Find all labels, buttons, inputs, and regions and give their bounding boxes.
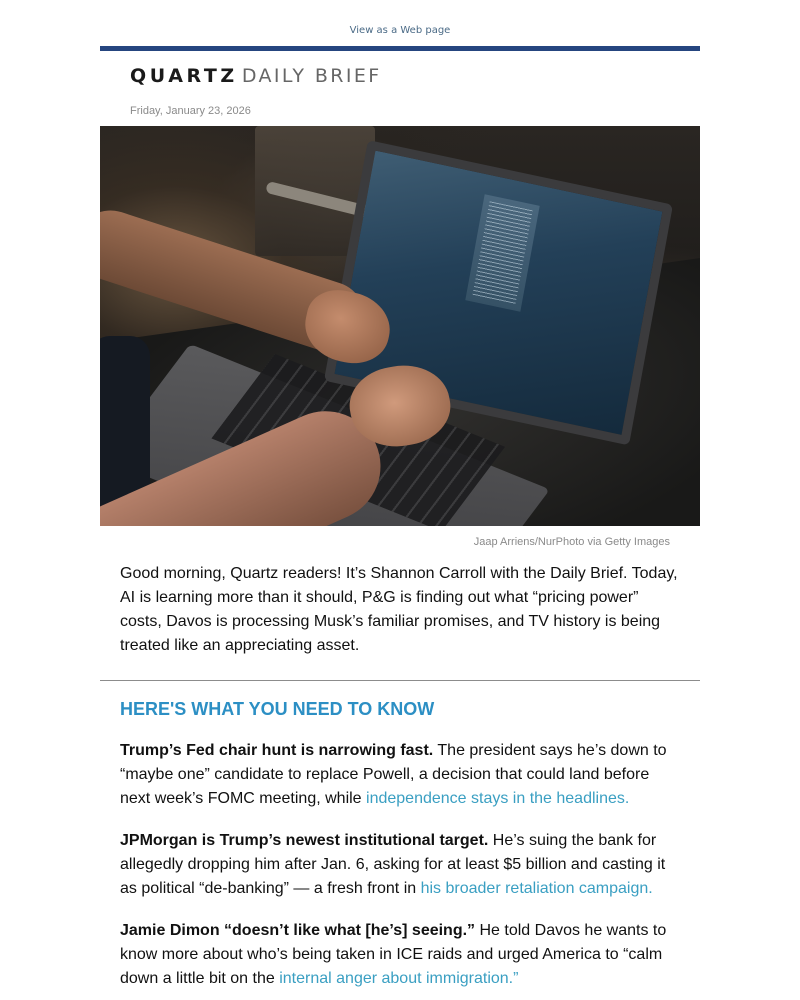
news-item: [120, 829, 680, 901]
news-item-headline: Trump’s Fed chair hunt is narrowing fast.: [120, 742, 434, 759]
photo-credit: [100, 526, 700, 550]
news-item-body: He’s suing the bank for allegedly dropping him after Jan. 6, asking for at least $5 billion and casting it as political “de-banking” — a fresh front in: [120, 832, 666, 897]
need-to-know-section: [100, 681, 700, 991]
news-item-headline: JPMorgan is Trump’s newest institutional target.: [120, 832, 489, 849]
news-item-link[interactable]: his broader retaliation campaign.: [420, 880, 653, 897]
dateline: [100, 97, 700, 125]
section-title: HERE'S WHAT YOU NEED TO KNOW: [120, 699, 435, 719]
news-item-headline: Jamie Dimon “doesn’t like what [he’s] seeing.”: [120, 922, 476, 939]
logo-daily-brief: DAILY BRIEF: [241, 65, 382, 87]
news-item-link[interactable]: internal anger about immigration.”: [279, 970, 519, 987]
news-item: [120, 919, 680, 991]
news-item-body: The president says he’s down to “maybe one” candidate to replace Powell, a decision that could land before next week’s FOMC meeting, while: [120, 742, 667, 807]
intro-paragraph: Good morning, Quartz readers! It’s Shannon Carroll with the Daily Brief. Today, AI is learning more than it should, P&G is finding out what “pricing power” costs, Davos is processing Musk’s familiar promises, and TV history is being treated like an appreciating asset.: [120, 565, 678, 654]
issue-date: Friday, January 23, 2026: [130, 105, 251, 117]
news-item: [120, 739, 680, 811]
logo-quartz: QUARTZ: [130, 65, 238, 87]
news-item-link[interactable]: independence stays in the headlines.: [366, 790, 630, 807]
view-as-web-page-link[interactable]: View as a Web page: [349, 25, 451, 36]
news-item-body: He told Davos he wants to know more about who’s being taken in ICE raids and urged America to “calm down a little bit on the: [120, 922, 667, 987]
preheader: [0, 0, 800, 46]
quartz-daily-brief-logo[interactable]: [130, 65, 382, 87]
photo-credit-text: Jaap Arriens/NurPhoto via Getty Images: [473, 536, 670, 548]
hero-image[interactable]: [100, 126, 700, 526]
masthead: [100, 51, 700, 93]
email-container: [100, 46, 700, 991]
